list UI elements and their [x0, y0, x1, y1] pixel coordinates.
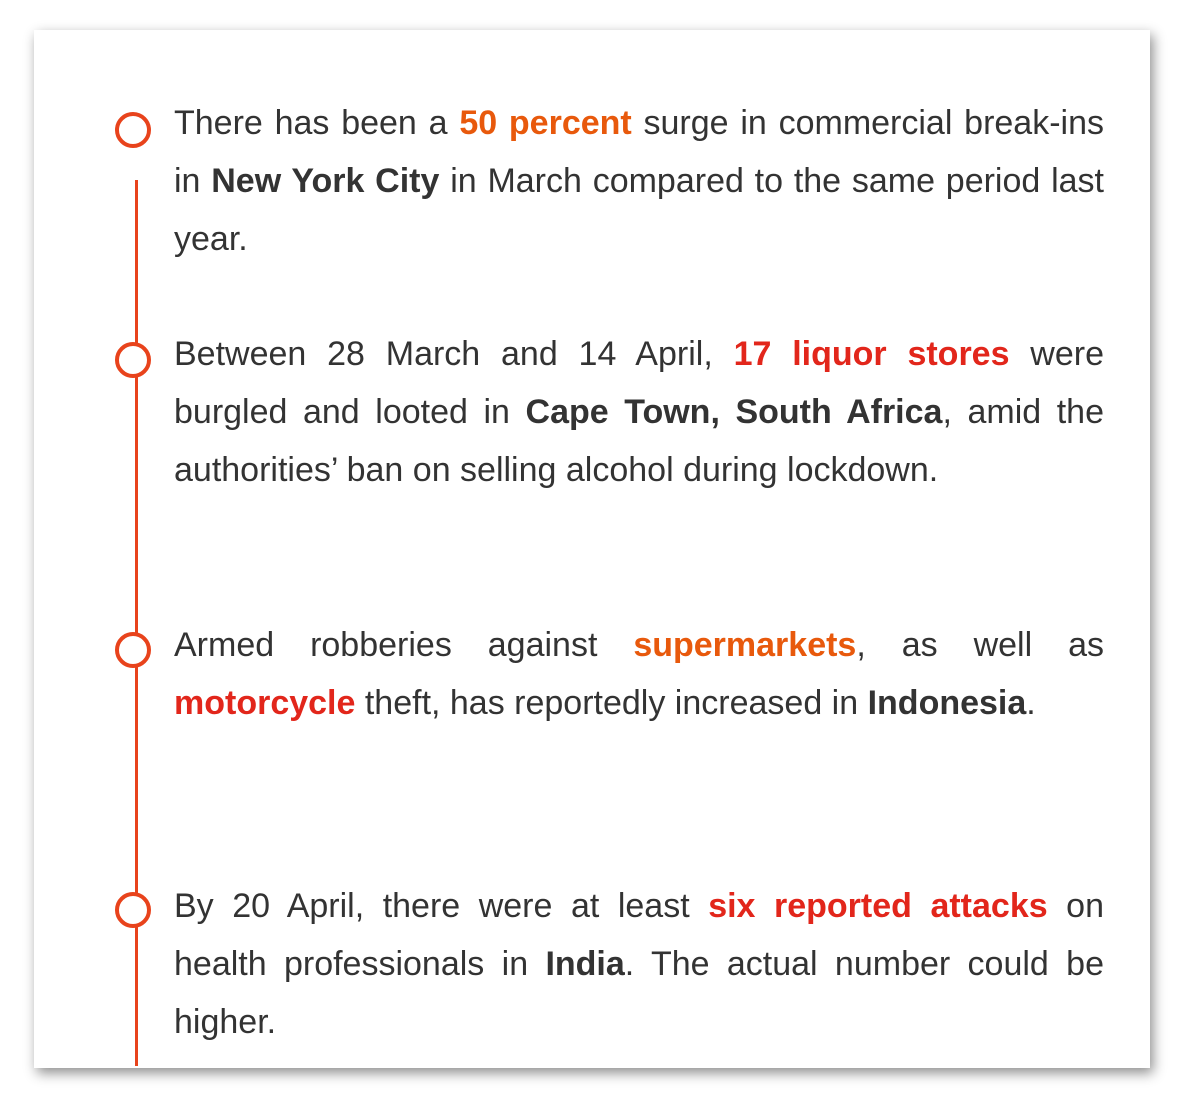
- entry-text: , amid the authorities’ ban on selling alcohol during lockdown.: [174, 393, 1104, 489]
- location-name: New York City: [211, 162, 440, 200]
- timeline-entry-4: [174, 877, 1104, 1051]
- entry-text: By 20 April, there were at least: [174, 887, 709, 925]
- entry-text: . The actual number could be higher.: [174, 945, 1104, 1041]
- entry-text: were burgled and looted in: [174, 335, 1105, 431]
- highlight-stat: six reported attacks: [708, 887, 1048, 925]
- timeline-entry-1: [174, 94, 1104, 268]
- entry-text: There has been a: [174, 104, 460, 142]
- timeline-node-2: [115, 342, 151, 378]
- entry-text: on health professionals in: [174, 887, 1104, 983]
- entry-text: in March compared to the same period last year.: [174, 162, 1104, 258]
- highlight-term: supermarkets: [633, 626, 857, 664]
- entry-text: , as well as: [856, 626, 1104, 664]
- entry-text: surge in commercial break-ins in: [174, 104, 1105, 200]
- location-name: India: [545, 945, 625, 983]
- entry-text: Armed robberies against: [174, 626, 634, 664]
- location-name: Cape Town, South Africa: [525, 393, 943, 431]
- entry-text: Between 28 March and 14 April,: [174, 335, 734, 373]
- timeline-node-1: [115, 112, 151, 148]
- timeline-node-3: [115, 632, 151, 668]
- highlight-stat: 17 liquor stores: [733, 335, 1010, 373]
- entry-text: .: [1026, 684, 1036, 722]
- timeline-node-4: [115, 892, 151, 928]
- timeline-entry-3: [174, 616, 1104, 732]
- timeline-line: [135, 180, 138, 1066]
- highlight-term: motorcycle: [174, 684, 356, 722]
- timeline-entry-2: [174, 325, 1104, 499]
- highlight-stat: 50 percent: [459, 104, 632, 142]
- entry-text: theft, has reportedly increased in: [355, 684, 868, 722]
- location-name: Indonesia: [867, 684, 1027, 722]
